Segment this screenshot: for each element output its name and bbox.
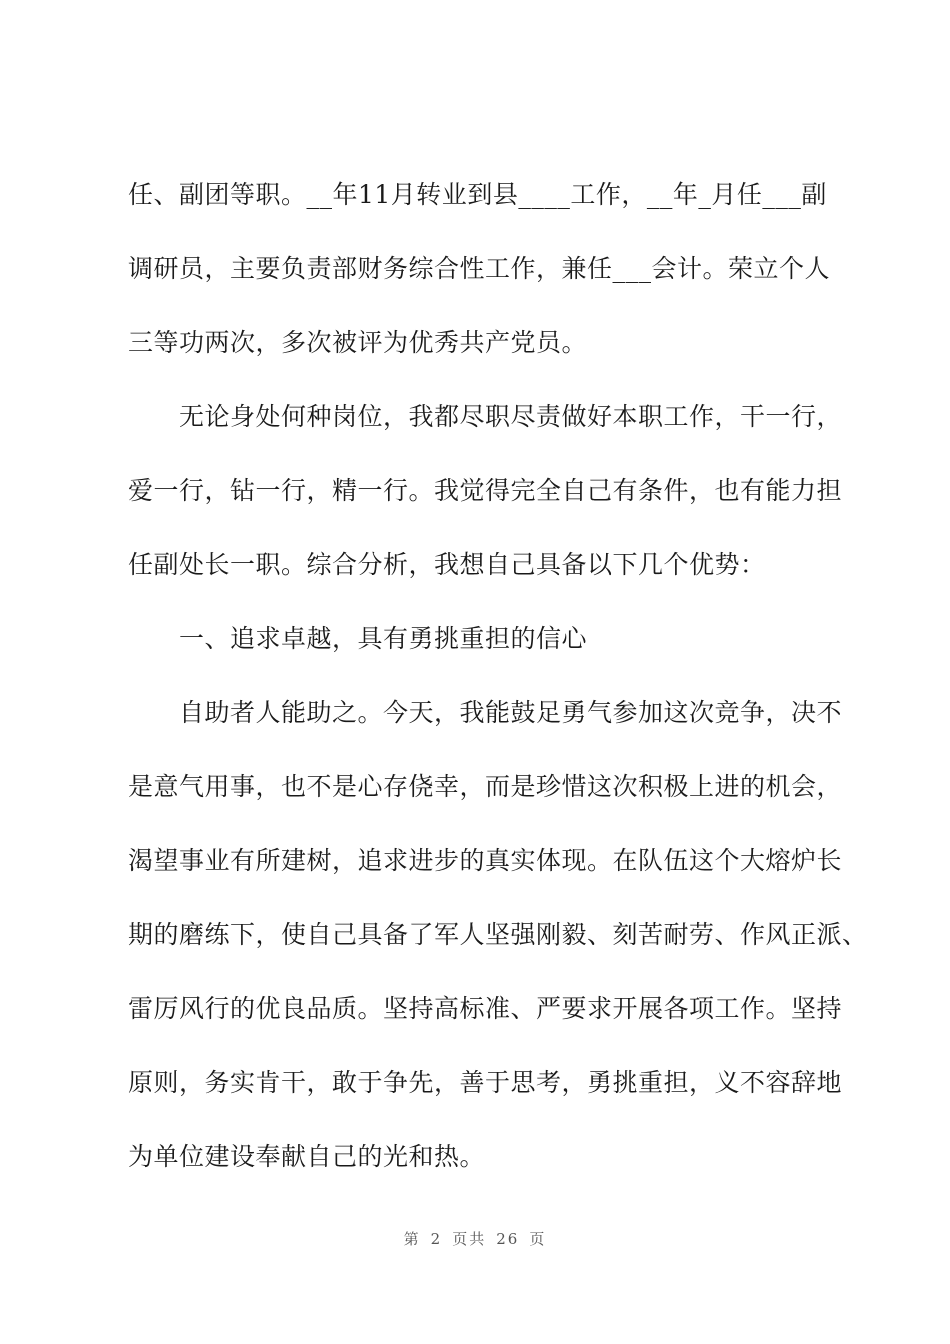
body-text — [128, 168, 868, 1204]
text-line: 渴望事业有所建树，追求进步的真实体现。在队伍这个大熔炉长 — [128, 846, 843, 875]
footer-page-number: 2 — [430, 1230, 443, 1248]
text-line: 任、副团等职。__年11月转业到县____工作，__年_月任___副 — [128, 180, 827, 209]
footer-total-pages: 26 — [496, 1230, 520, 1248]
text-line: 爱一行，钻一行，精一行。我觉得完全自己有条件，也有能力担 — [128, 476, 843, 505]
footer-prefix: 第 — [403, 1230, 421, 1248]
text-line: 调研员，主要负责部财务综合性工作，兼任___会计。荣立个人 — [128, 254, 831, 283]
footer-suffix: 页 — [529, 1230, 547, 1248]
text-line: 为单位建设奉献自己的光和热。 — [128, 1142, 486, 1171]
section-heading: 一、追求卓越，具有勇挑重担的信心 — [128, 624, 588, 653]
text-line: 任副处长一职。综合分析，我想自己具备以下几个优势： — [128, 550, 766, 579]
text-line: 无论身处何种岗位，我都尽职尽责做好本职工作，干一行， — [128, 402, 843, 431]
text-line: 自助者人能助之。今天，我能鼓足勇气参加这次竞争，决不 — [128, 698, 843, 727]
text-line: 雷厉风行的优良品质。坚持高标准、严要求开展各项工作。坚持 — [128, 994, 843, 1023]
page-footer — [0, 1228, 950, 1249]
text-line: 原则，务实肯干，敢于争先，善于思考，勇挑重担，义不容辞地 — [128, 1068, 843, 1097]
text-line: 三等功两次，多次被评为优秀共产党员。 — [128, 328, 588, 357]
footer-middle: 页共 — [452, 1230, 487, 1248]
text-line: 期的磨练下，使自己具备了军人坚强刚毅、刻苦耐劳、作风正派、 — [128, 920, 868, 949]
text-line: 是意气用事，也不是心存侥幸，而是珍惜这次积极上进的机会， — [128, 772, 843, 801]
